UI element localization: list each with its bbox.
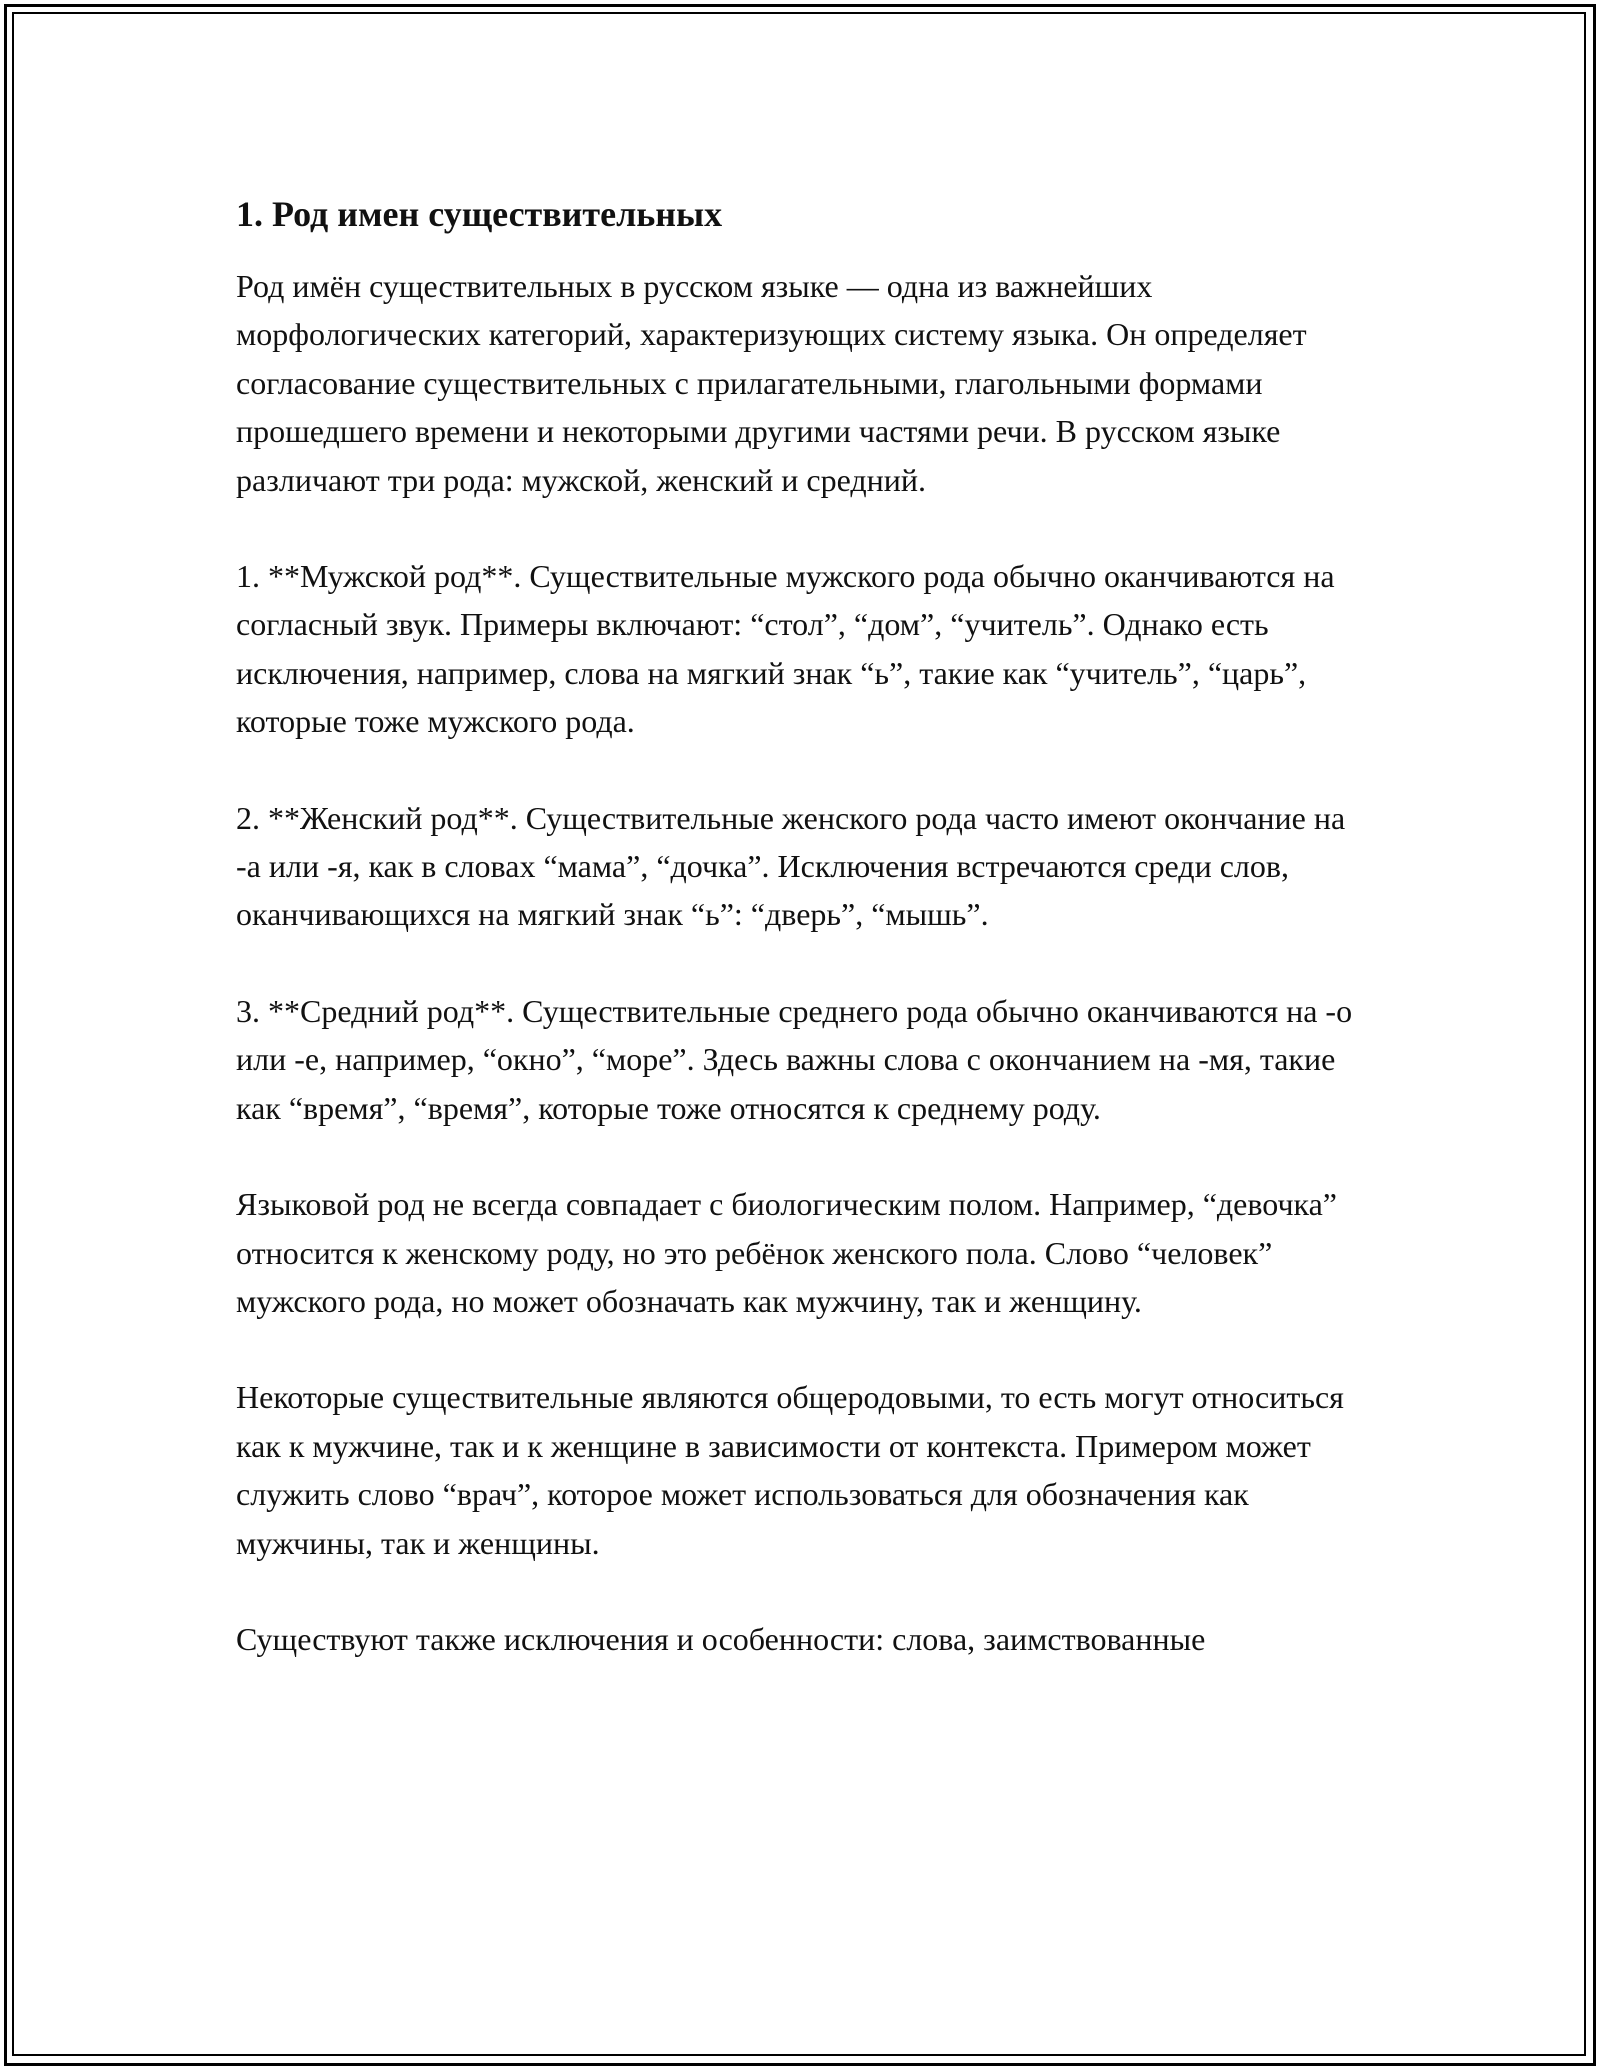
paragraph-common-gender: Некоторые существительные являются общеродовыми, то есть могут относиться как к мужчине, так и к женщине в зависимости от контекста. Примером может служить слово “врач”, которое может использоваться для обозначения как мужчины, так и женщины. <box>236 1379 1344 1561</box>
paragraph-neuter: 3. **Средний род**. Существительные среднего рода обычно оканчиваются на -о или -е, например, “окно”, “море”. Здесь важны слова с окончанием на -мя, такие как “время”, “время”, которые тоже относятся к среднему роду. <box>236 992 1353 1126</box>
paragraph-feminine: 2. **Женский род**. Существительные женского рода часто имеют окончание на -а или -я, как в словах “мама”, “дочка”. Исключения встречаются среди слов, оканчивающихся на мягкий знак “ь”: “дверь”, “мышь”. <box>236 799 1346 933</box>
paragraph-exceptions: Существуют также исключения и особенности: слова, заимствованные <box>236 1620 1206 1657</box>
paragraph-masculine: 1. **Мужской род**. Существительные мужского рода обычно оканчиваются на согласный звук. Примеры включают: “стол”, “дом”, “учитель”. Однако есть исключения, например, слова на мягкий знак “ь”, такие как “учитель”, “царь”, которые тоже мужского рода. <box>236 558 1335 740</box>
document-body <box>236 190 1366 1711</box>
section-heading: 1. Род имен существительных <box>236 194 723 234</box>
paragraph-intro: Род имён существительных в русском языке — одна из важнейших морфологических категорий, характеризующих систему языка. Он определяет согласование существительных с прилагательными, глагольными формами прошедшего времени и некоторыми другими частями речи. В русском языке различают три рода: мужской, женский и средний. <box>236 268 1307 498</box>
paragraph-biological-sex: Языковой род не всегда совпадает с биологическим полом. Например, “девочка” относится к женскому роду, но это ребёнок женского пола. Слово “человек” мужского рода, но может обозначать как мужчину, так и женщину. <box>236 1186 1337 1319</box>
